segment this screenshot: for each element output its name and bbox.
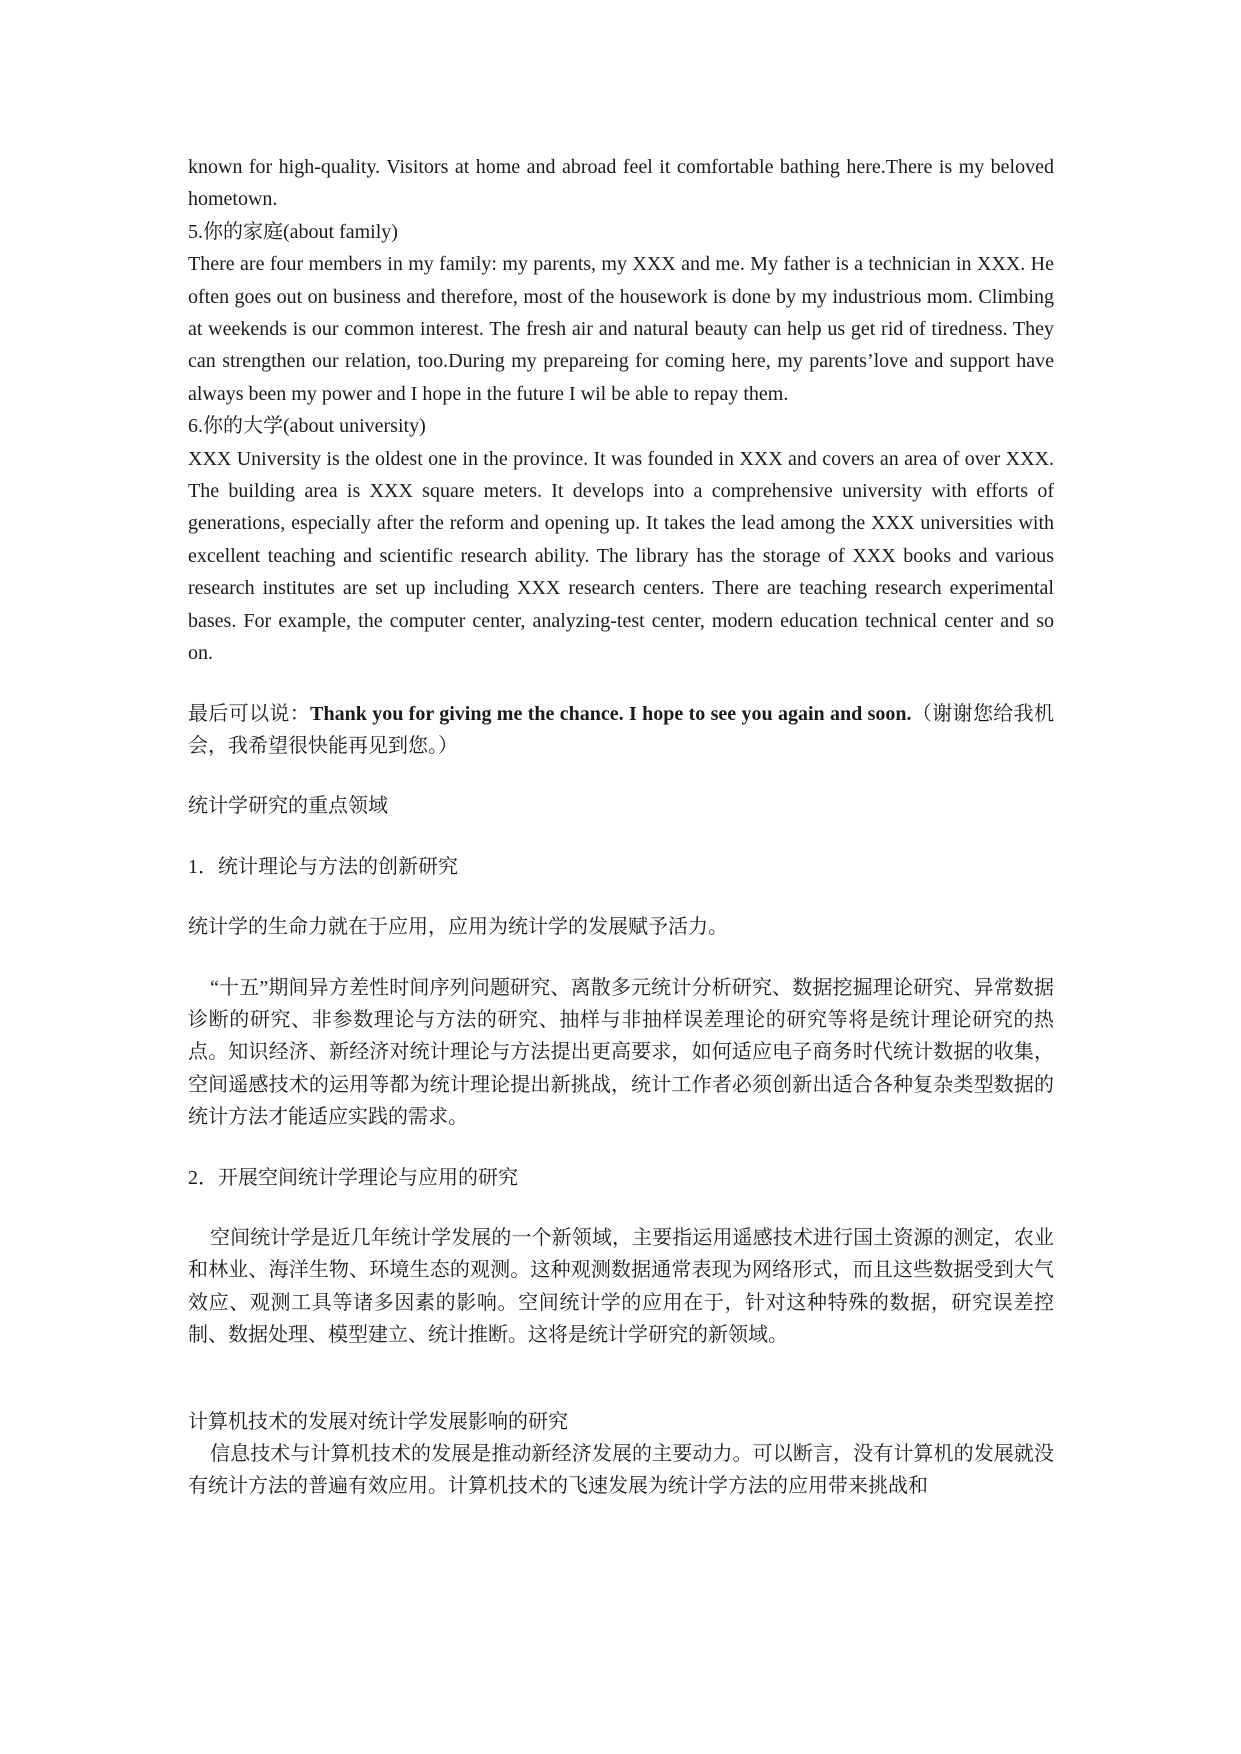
stats-item2-body: 空间统计学是近几年统计学发展的一个新领域，主要指运用遥感技术进行国土资源的测定，农业和林业、海洋生物、环境生态的观测。这种观测数据通常表现为网络形式，而且这些数据受到大气效应、观测工具等诸多因素的影响。空间统计学的应用在于，针对这种特殊的数据，研究误差控制、数据处理、模型建立、统计推断。这将是统计学研究的新领域。 [188, 1226, 1054, 1347]
closing-chinese: （谢谢您给我机会，我希望很快能再见到您。） [188, 702, 1055, 757]
hometown-paragraph: known for high-quality. Visitors at home and abroad feel it comfortable bathing here.There is my beloved hometown. [188, 156, 1054, 211]
closing-english: Thank you for giving me the chance. I hope to see you again and soon. [310, 702, 912, 725]
university-heading: 6.你的大学(about university) [188, 415, 426, 438]
stats-item1-lead: 统计学的生命力就在于应用，应用为统计学的发展赋予活力。 [188, 916, 728, 939]
stats-item3-body: 信息技术与计算机技术的发展是推动新经济发展的主要动力。可以断言，没有计算机的发展就没有统计方法的普遍有效应用。计算机技术的飞速发展为统计学方法的应用带来挑战和 [188, 1443, 1054, 1498]
stats-item2-heading: 2．开展空间统计学理论与应用的研究 [188, 1166, 518, 1189]
stats-title: 统计学研究的重点领域 [188, 795, 388, 818]
closing-prefix: 最后可以说： [188, 702, 311, 725]
stats-item1-heading: 1．统计理论与方法的创新研究 [188, 855, 458, 878]
family-heading: 5.你的家庭(about family) [188, 220, 398, 243]
university-paragraph: XXX University is the oldest one in the province. It was founded in XXX and covers an area of over XXX. The building area is XXX square meters. It develops into a comprehensive university with efforts of generations, especially after the reform and opening up. It takes the lead among the XXX universities with excellent teaching and scientific research ability. The library has the storage of XXX books and various research institutes are set up including XXX research centers. There are teaching research experimental bases. For example, the computer center, analyzing-test center, modern education technical center and so on. [188, 447, 1054, 665]
stats-item1-body: “十五”期间异方差性时间序列问题研究、离散多元统计分析研究、数据挖掘理论研究、异常数据诊断的研究、非参数理论与方法的研究、抽样与非抽样误差理论的研究等将是统计理论研究的热点。知识经济、新经济对统计理论与方法提出更高要求，如何适应电子商务时代统计数据的收集，空间遥感技术的运用等都为统计理论提出新挑战，统计工作者必须创新出适合各种复杂类型数据的统计方法才能适应实践的需求。 [188, 976, 1054, 1129]
document-body [188, 151, 1054, 1503]
closing-paragraph [188, 698, 1054, 763]
family-paragraph: There are four members in my family: my parents, my XXX and me. My father is a technician in XXX. He often goes out on business and therefore, most of the housework is done by my industrious mom. Climbing at weekends is our common interest. The fresh air and natural beauty can help us get rid of tiredness. They can strengthen our relation, too.During my prepareing for coming here, my parents’love and support have always been my power and I hope in the future I wil be able to repay them. [188, 253, 1054, 405]
stats-item3-heading: 计算机技术的发展对统计学发展影响的研究 [188, 1410, 568, 1433]
